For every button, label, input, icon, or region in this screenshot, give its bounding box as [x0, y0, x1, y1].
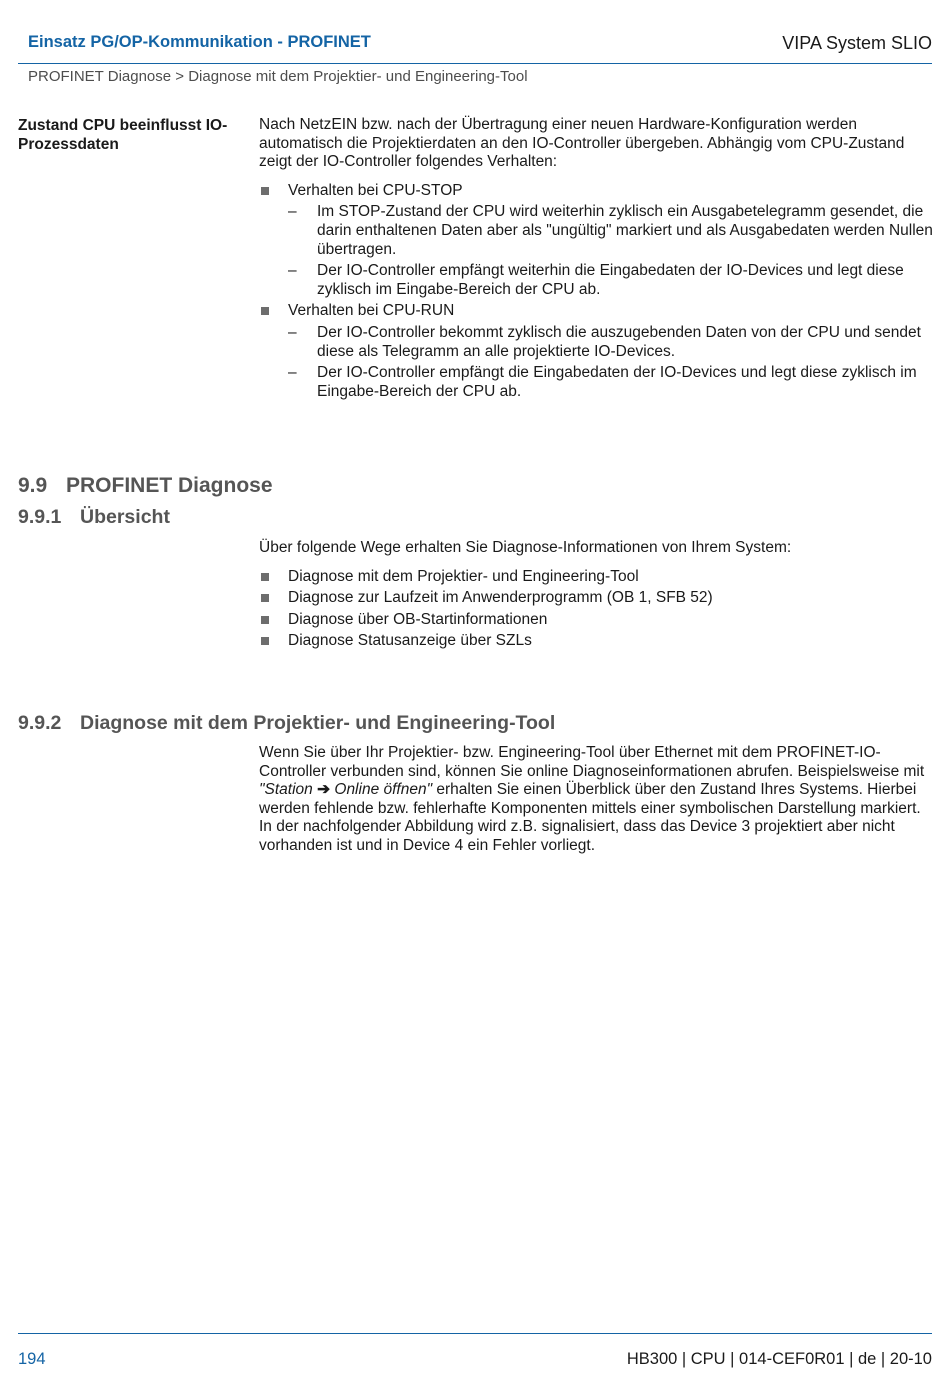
section-number: 9.9.1 — [18, 506, 62, 528]
square-bullet-icon — [261, 616, 269, 624]
square-bullet-icon — [261, 573, 269, 581]
sub-list — [288, 203, 935, 299]
list-item — [259, 632, 935, 651]
dash-bullet-icon: – — [288, 323, 297, 341]
sub-list-item — [288, 324, 935, 361]
list-item — [259, 611, 935, 630]
text-before: Wenn Sie über Ihr Projektier- bzw. Engineering-Tool über Ethernet mit dem PROFINET-IO-Controller verbunden sind, können Sie online Diagnoseinformationen abrufen. Beispielsweise mit — [259, 744, 925, 780]
square-bullet-icon — [261, 307, 269, 315]
list-item — [259, 302, 935, 401]
section-title: Übersicht — [80, 506, 170, 528]
menu-path-end: Online öffnen" — [330, 781, 433, 799]
sub-list-item — [288, 262, 935, 299]
diagnose-tool-body — [259, 744, 935, 856]
page-number: 194 — [18, 1350, 46, 1368]
sub-list-item-text: Im STOP-Zustand der CPU wird weiterhin zyklisch ein Ausgabetelegramm gesendet, die darin enthaltenen Daten aber als "ungültig" markiert und als Ausgabedaten werden Nullen übertragen. — [317, 203, 933, 258]
dash-bullet-icon: – — [288, 262, 297, 280]
list-item — [259, 568, 935, 587]
sub-list-item — [288, 203, 935, 259]
sub-list-item-text: Der IO-Controller empfängt weiterhin die Eingabedaten der IO-Devices und legt diese zyklisch im Eingabe-Bereich der CPU ab. — [317, 262, 904, 298]
breadcrumb: PROFINET Diagnose > Diagnose mit dem Projektier- und Engineering-Tool — [28, 68, 528, 85]
section-heading-9-9-2 — [18, 712, 555, 735]
footer-divider — [18, 1333, 932, 1334]
sub-list-item — [288, 364, 935, 401]
list-item — [259, 589, 935, 608]
sub-list-item-text: Der IO-Controller bekommt zyklisch die auszugebenden Daten von der CPU und sendet diese als Telegramm an alle projektierte IO-Devices. — [317, 323, 921, 360]
diagnose-tool-text — [259, 744, 935, 856]
list-item-label: Diagnose mit dem Projektier- und Engineering-Tool — [288, 567, 639, 585]
section-number: 9.9 — [18, 474, 48, 497]
overview-list — [259, 568, 935, 651]
section-heading-9-9-1 — [18, 506, 170, 529]
list-item-label: Diagnose über OB-Startinformationen — [288, 610, 548, 628]
document-reference: HB300 | CPU | 014-CEF0R01 | de | 20-10 — [626, 1350, 932, 1368]
section-title: Diagnose mit dem Projektier- und Engineering-Tool — [80, 712, 556, 734]
product-name: VIPA System SLIO — [782, 33, 932, 53]
list-item-label: Diagnose zur Laufzeit im Anwenderprogramm (OB 1, SFB 52) — [288, 589, 713, 607]
section-heading-9-9 — [18, 474, 273, 498]
menu-path — [259, 781, 432, 798]
sub-list-item-text: Der IO-Controller empfängt die Eingabedaten der IO-Devices und legt diese zyklisch im Eingabe-Bereich der CPU ab. — [317, 364, 917, 400]
overview-intro: Über folgende Wege erhalten Sie Diagnose-Informationen von Ihrem System: — [259, 539, 792, 556]
sub-list — [288, 324, 935, 401]
menu-path-start: "Station — [259, 781, 318, 799]
list-item-label: Verhalten bei CPU-RUN — [288, 302, 455, 320]
list-item-label: Verhalten bei CPU-STOP — [288, 181, 463, 199]
section-title: PROFINET Diagnose — [66, 474, 273, 497]
cpu-state-list — [259, 182, 935, 402]
cpu-state-intro: Nach NetzEIN bzw. nach der Übertragung einer neuen Hardware-Konfiguration werden automatisch die Projektierdaten an den IO-Controller übergeben. Abhängig vom CPU-Zustand zeigt der IO-Controller folgendes Verhalten: — [259, 116, 905, 171]
list-item-label: Diagnose Statusanzeige über SZLs — [288, 632, 532, 650]
dash-bullet-icon: – — [288, 364, 297, 382]
header-divider — [18, 63, 932, 64]
cpu-state-body — [259, 116, 935, 404]
overview-body — [259, 539, 935, 651]
list-item — [259, 182, 935, 300]
text-after: erhalten Sie einen Überblick über den Zustand Ihres Systems. Hierbei werden fehlende bzw. fehlerhafte Komponenten mittels einer symbolischen Darstellung markiert. In der nachfolgender Abbildung wird z.B. signalisiert, dass das Device 3 projektiert aber nicht vorhanden ist und in Device 4 ein Fehler vorliegt. — [259, 781, 921, 854]
side-title-cpu-state: Zustand CPU beeinflusst IO-Prozessdaten — [18, 117, 228, 153]
square-bullet-icon — [261, 187, 269, 195]
square-bullet-icon — [261, 594, 269, 602]
arrow-right-icon: ➔ — [317, 781, 331, 799]
square-bullet-icon — [261, 637, 269, 645]
chapter-title: Einsatz PG/OP-Kommunikation - PROFINET — [28, 33, 371, 51]
section-number: 9.9.2 — [18, 712, 62, 734]
dash-bullet-icon: – — [288, 203, 297, 221]
